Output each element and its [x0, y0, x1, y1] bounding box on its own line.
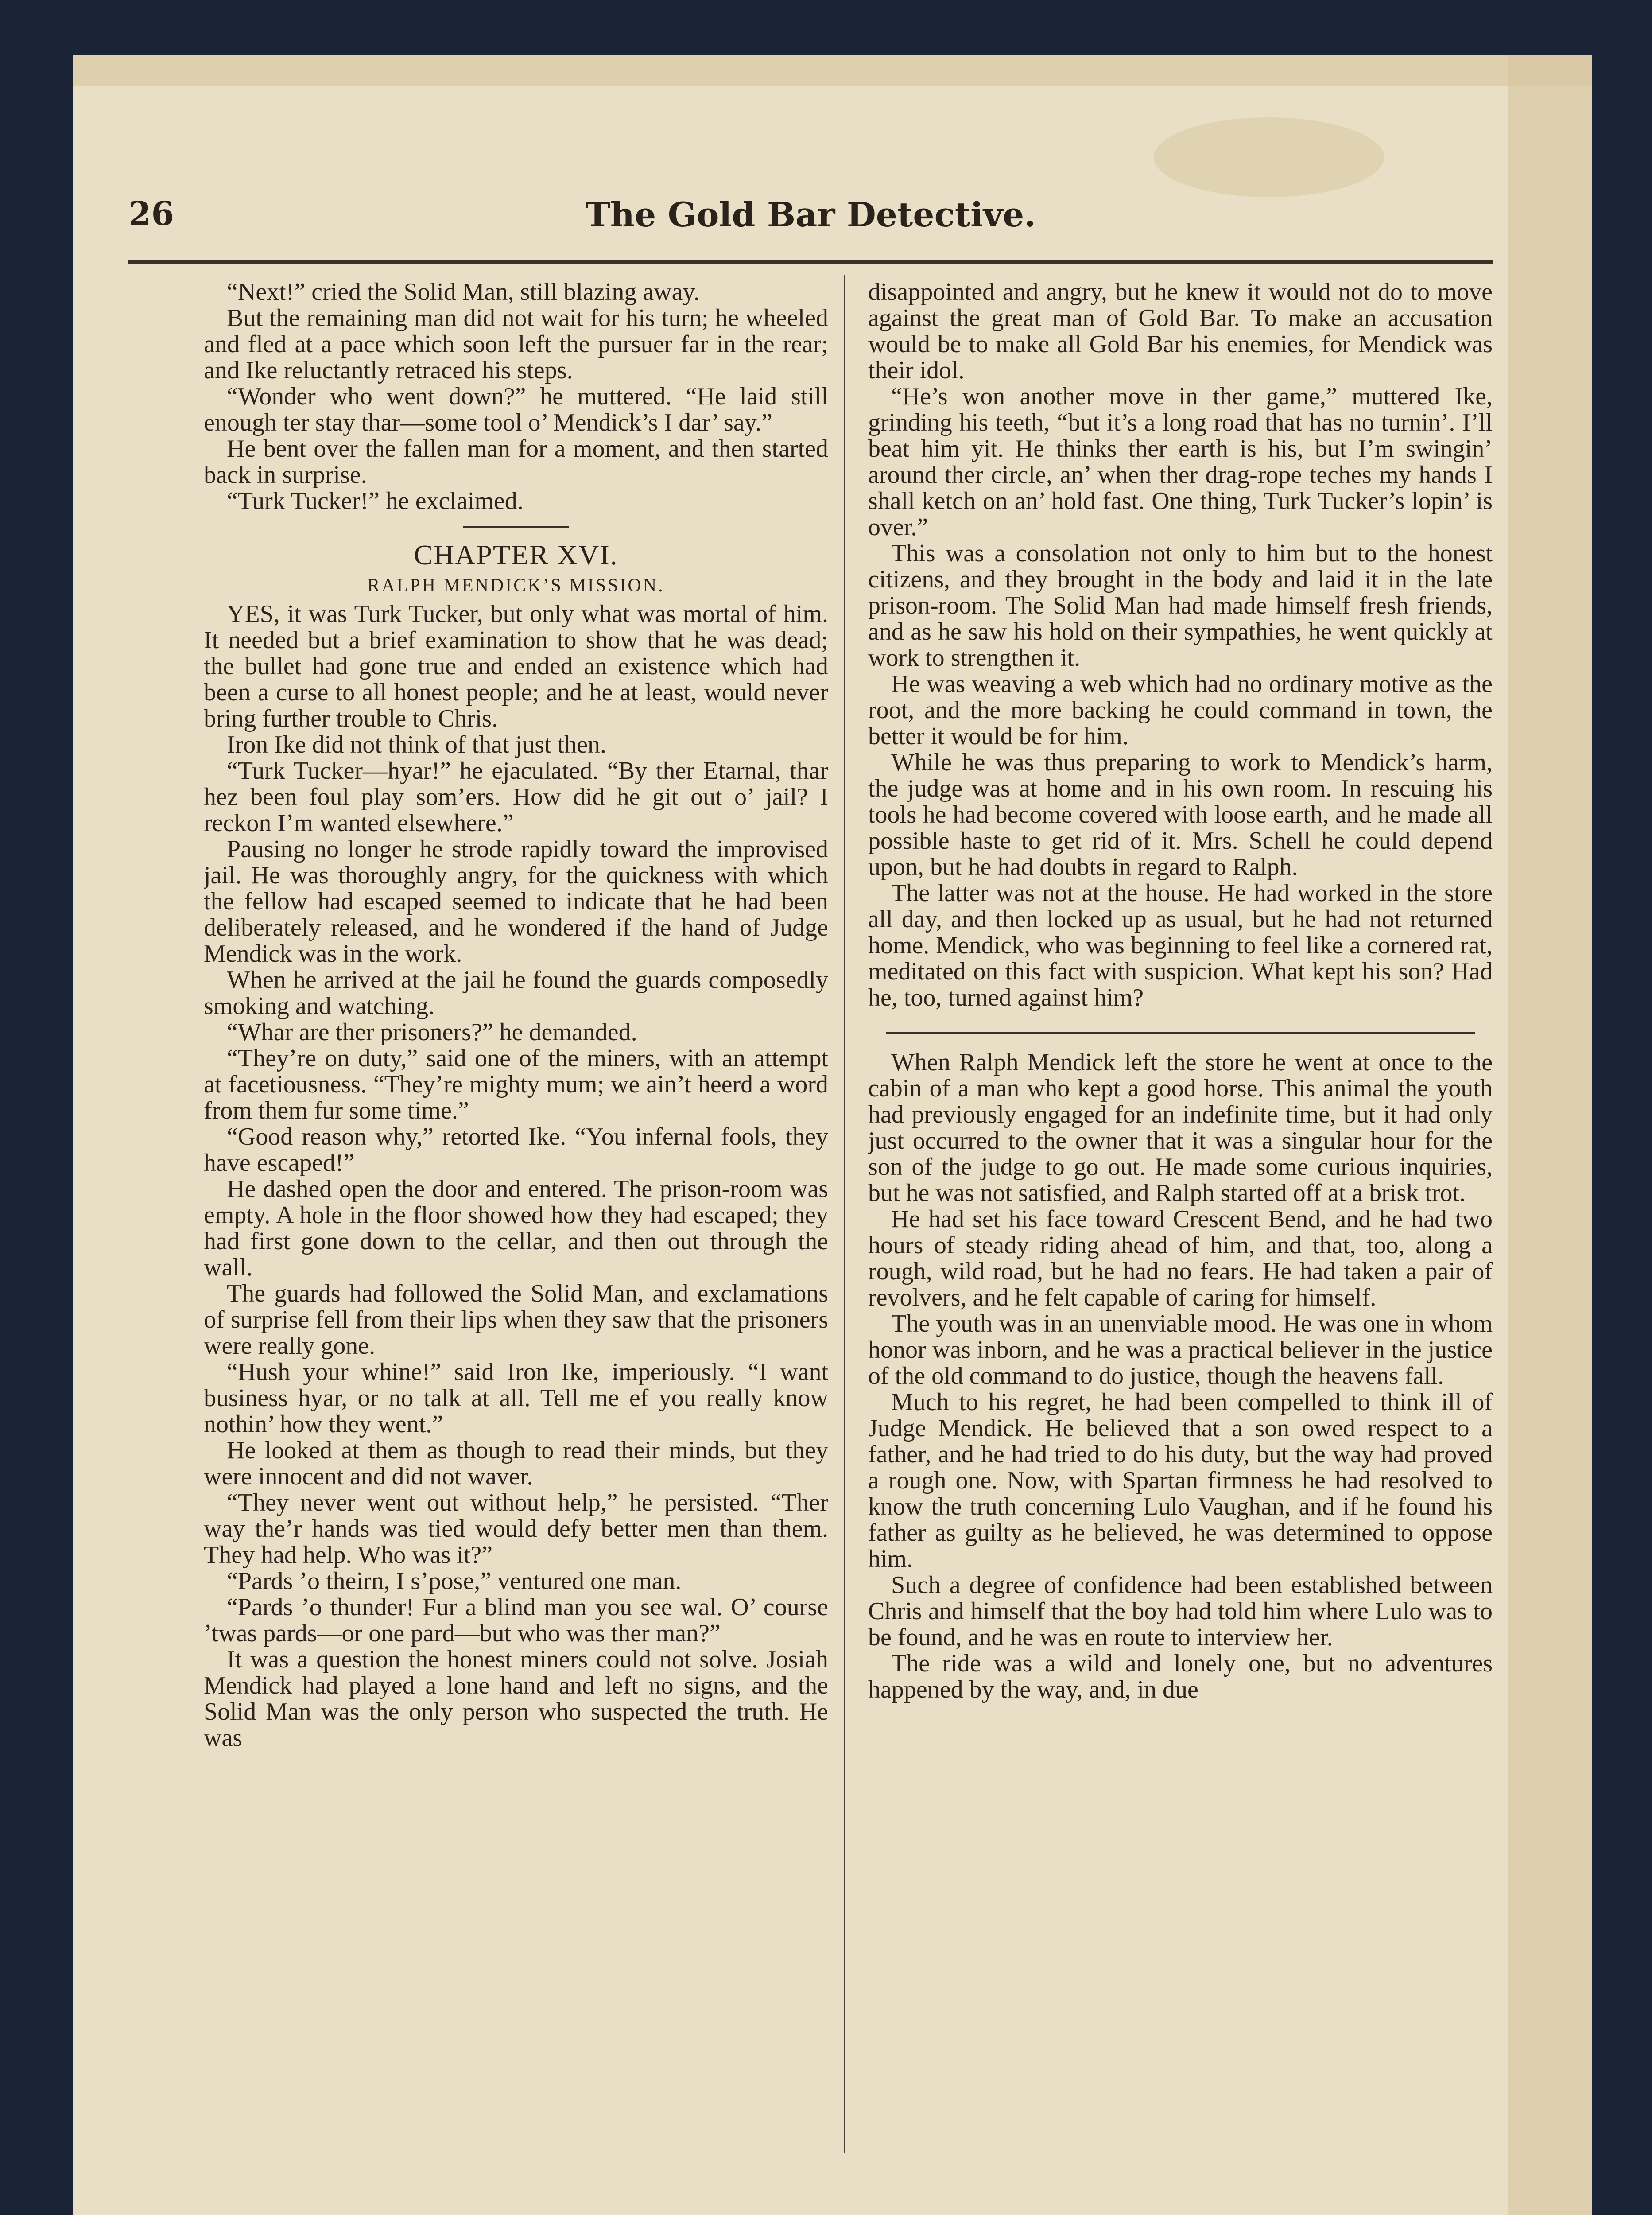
column-divider: [844, 275, 845, 2153]
paragraph: “Pards ’o theirn, I s’pose,” ventured one man.: [227, 1567, 682, 1595]
paragraph: “Good reason why,” retorted Ike. “You infernal fools, they have escaped!”: [204, 1123, 828, 1177]
left-column: [204, 279, 828, 2153]
chapter-subtitle: RALPH MENDICK’S MISSION.: [367, 575, 665, 596]
paragraph: But the remaining man did not wait for his turn; he wheeled and fled at a pace which soon left the pursuer far in the rear; and Ike reluctantly retraced his steps.: [204, 304, 828, 384]
paragraph: Much to his regret, he had been compelled to think ill of Judge Mendick. He believed that a son owed respect to a father, and he had tried to do his duty, but the way had proved a rough one. Now, with Spartan firmness he had resolved to know the truth concerning Lulo Vaughan, and if he found his father as guilty as he believed, he was determined to oppose him.: [868, 1388, 1493, 1573]
paragraph: He looked at them as though to read their minds, but they were innocent and did not waver.: [204, 1437, 828, 1490]
paragraph: “Pards ’o thunder! Fur a blind man you see wal. O’ course ’twas pards—or one pard—but who was ther man?”: [204, 1593, 828, 1647]
paragraph: The latter was not at the house. He had worked in the store all day, and then locked up as usual, but he had not returned home. Mendick, who was beginning to feel like a cornered rat, meditated on this fact with suspicion. What kept his son? Had he, too, turned against him?: [868, 879, 1493, 1011]
paragraph: This was a consolation not only to him but to the honest citizens, and they brought in the body and laid it in the late prison-room. The Solid Man had made himself fresh friends, and as he saw his hold on their sympathies, he went quickly at work to strengthen it.: [868, 540, 1493, 672]
paragraph: The youth was in an unenviable mood. He was one in whom honor was inborn, and he was a practical believer in the justice of the old command to do justice, though the heavens fall.: [868, 1310, 1493, 1390]
chapter-rule: [463, 526, 569, 528]
paragraph: YES, it was Turk Tucker, but only what was mortal of him. It needed but a brief examination to show that he was dead; the bullet had gone true and ended an existence which had been a curse to all honest people; and he at least, would never bring further trouble to Chris.: [204, 600, 828, 732]
paragraph: “He’s won another move in ther game,” muttered Ike, grinding his teeth, “but it’s a long road that has no turnin’. I’ll beat him yit. He thinks ther earth is his, but I’m swingin’ around ther circle, an’ when ther drag-rope teches my hands I shall ketch on an’ hold fast. One thing, Turk Tucker’s lopin’ is over.”: [868, 383, 1493, 541]
paragraph: Pausing no longer he strode rapidly toward the improvised jail. He was thoroughly angry, for the quickness with which the fellow had escaped seemed to indicate that he had been deliberately released, and he wondered if the hand of Judge Mendick was in the work.: [204, 835, 828, 968]
right-column: [868, 279, 1493, 2153]
paragraph: While he was thus preparing to work to Mendick’s harm, the judge was at home and in his own room. In rescuing his tools he had become covered with loose earth, and he made all possible haste to get rid of it. Mrs. Schell he could depend upon, but he had doubts in regard to Ralph.: [868, 749, 1493, 881]
paragraph: It was a question the honest miners could not solve. Josiah Mendick had played a lone hand and left no signs, and the Solid Man was the only person who suspected the truth. He was: [204, 1646, 828, 1752]
section-break: [886, 1011, 1475, 1034]
paragraph: The guards had followed the Solid Man, and exclamations of surprise fell from their lips when they saw that the prisoners were really gone.: [204, 1280, 828, 1360]
running-title: The Gold Bar Detective.: [585, 195, 1036, 234]
paragraph: The ride was a wild and lonely one, but no adventures happened by the way, and, in due: [868, 1650, 1493, 1703]
paragraph: disappointed and angry, but he knew it would not do to move against the great man of Gold Bar. To make an accusation would be to make all Gold Bar his enemies, for Mendick was their idol.: [868, 279, 1493, 384]
page-number: 26: [128, 195, 174, 233]
chapter-title: CHAPTER XVI.: [414, 539, 618, 571]
paragraph: He was weaving a web which had no ordinary motive as the root, and the more backing he could command in town, the better it would be for him.: [868, 670, 1493, 750]
paragraph: “Whar are ther prisoners?” he demanded.: [227, 1018, 637, 1046]
paragraph: He bent over the fallen man for a moment, and then started back in surprise.: [204, 435, 828, 489]
page-header: [128, 195, 1493, 248]
paragraph: “Wonder who went down?” he muttered. “He laid still enough ter stay thar—some tool o’ Mendick’s I dar’ say.”: [204, 383, 828, 436]
paragraph: “Next!” cried the Solid Man, still blazing away.: [227, 279, 700, 306]
paragraph: Iron Ike did not think of that just then.: [227, 731, 606, 758]
paragraph: When he arrived at the jail he found the guards composedly smoking and watching.: [204, 966, 828, 1020]
paragraph: “Turk Tucker!” he exclaimed.: [227, 487, 524, 515]
paragraph: He had set his face toward Crescent Bend, and he had two hours of steady riding ahead of him, and that, too, along a rough, wild road, but he had no fears. He had taken a pair of revolvers, and he felt capable of caring for himself.: [868, 1205, 1493, 1311]
paragraph: Such a degree of confidence had been established between Chris and himself that the boy had told him where Lulo was to be found, and he was en route to interview her.: [868, 1571, 1493, 1651]
paragraph: When Ralph Mendick left the store he went at once to the cabin of a man who kept a good horse. This animal the youth had previously engaged for an indefinite time, but it had only just occurred to the owner that it was a singular hour for the son of the judge to go out. He made some curious inquiries, but he was not satisfied, and Ralph started off at a brisk trot.: [868, 1049, 1493, 1207]
paragraph: “They never went out without help,” he persisted. “Ther way the’r hands was tied would defy better men than them. They had help. Who was it?”: [204, 1489, 828, 1569]
header-rule: [128, 260, 1493, 264]
paragraph: He dashed open the door and entered. The prison-room was empty. A hole in the floor showed how they had escaped; they had first gone down to the cellar, and then out through the wall.: [204, 1175, 828, 1281]
paragraph: “Turk Tucker—hyar!” he ejaculated. “By ther Etarnal, thar hez been foul play som’ers. How did he git out o’ jail? I reckon I’m wanted elsewhere.”: [204, 757, 828, 837]
paragraph: “They’re on duty,” said one of the miners, with an attempt at facetiousness. “They’re mighty mum; we ain’t heerd a word from them fur some time.”: [204, 1045, 828, 1124]
paragraph: “Hush your whine!” said Iron Ike, imperiously. “I want business hyar, or no talk at all. Tell me ef you really know nothin’ how they went.”: [204, 1358, 828, 1438]
